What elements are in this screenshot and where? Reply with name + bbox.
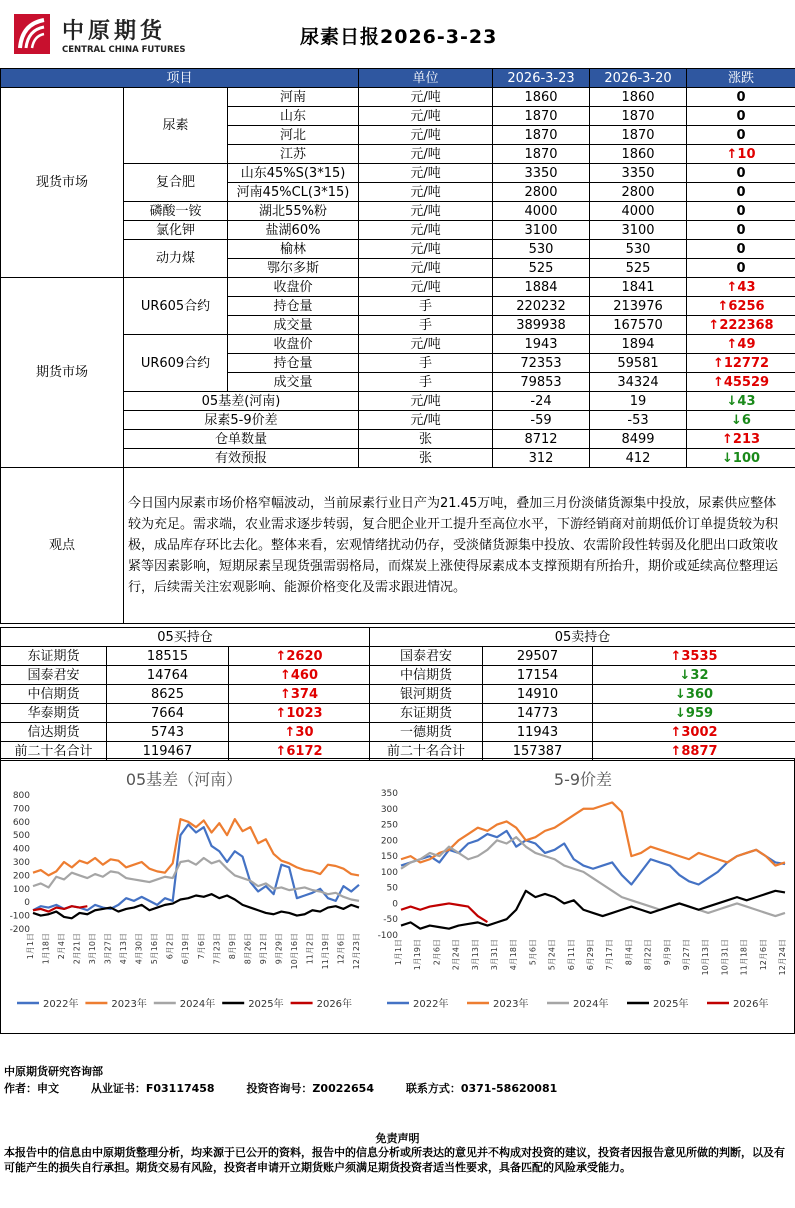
buy-volume: 7664	[107, 704, 229, 723]
sell-title: 05卖持仓	[370, 628, 795, 647]
item-name: 湖北55%粉	[228, 202, 359, 221]
unit: 元/吨	[359, 88, 493, 107]
contract-name: UR609合约	[124, 335, 228, 392]
current-value: 79853	[493, 373, 590, 392]
current-value: 8712	[493, 430, 590, 449]
x-tick-label: 6月2日	[165, 933, 175, 960]
y-tick-label: 250	[380, 820, 398, 831]
y-tick-label: 350	[380, 789, 398, 799]
x-tick-label: 6月19日	[181, 933, 191, 965]
sell-change: ↓32	[593, 666, 795, 685]
header-change: 涨跌	[687, 69, 795, 88]
x-tick-label: 7月6日	[196, 933, 206, 960]
change-value: ↑49	[687, 335, 795, 354]
y-tick-label: 600	[12, 817, 30, 828]
x-tick-label: 2月4日	[57, 933, 67, 960]
item-name: 成交量	[228, 373, 359, 392]
previous-value: 1841	[590, 278, 687, 297]
buy-change: ↑1023	[229, 704, 370, 723]
sell-volume: 29507	[483, 647, 593, 666]
current-value: 312	[493, 449, 590, 468]
positions-table	[0, 627, 795, 761]
change-value: ↓6	[687, 411, 795, 430]
x-tick-label: 2月6日	[432, 939, 442, 966]
x-tick-label: 9月12日	[258, 933, 268, 965]
header-previous-date: 2026-3-20	[590, 69, 687, 88]
x-tick-label: 12月24日	[778, 939, 787, 976]
sell-change: ↓360	[593, 685, 795, 704]
current-value: 72353	[493, 354, 590, 373]
item-name: 收盘价	[228, 335, 359, 354]
change-value: 0	[687, 88, 795, 107]
sell-broker: 一德期货	[370, 723, 483, 742]
consult-number: 投资咨询号：Z0022654	[246, 1082, 374, 1095]
current-value: 4000	[493, 202, 590, 221]
buy-title: 05买持仓	[1, 628, 370, 647]
y-tick-label: 150	[380, 852, 398, 863]
research-dept: 中原期货研究咨询部	[4, 1065, 103, 1078]
buy-volume: 5743	[107, 723, 229, 742]
y-tick-label: 400	[12, 844, 30, 855]
current-value: 1870	[493, 126, 590, 145]
buy-volume: 18515	[107, 647, 229, 666]
series-line	[401, 903, 487, 922]
buy-volume: 119467	[107, 742, 229, 761]
author-info	[4, 1080, 794, 1096]
company-name: 中原期货	[62, 18, 167, 44]
sell-volume: 11943	[483, 723, 593, 742]
y-tick-label: -100	[377, 931, 398, 941]
x-tick-label: 9月29日	[274, 933, 284, 965]
header-item: 项目	[1, 69, 359, 88]
spread-chart	[373, 759, 793, 1033]
y-tick-label: 200	[12, 871, 30, 882]
series-line	[401, 802, 785, 865]
y-tick-label: 50	[386, 883, 398, 894]
x-tick-label: 1月18日	[41, 933, 51, 965]
sell-broker: 前二十名合计	[370, 742, 483, 761]
y-tick-label: 100	[12, 884, 30, 895]
change-value: ↓100	[687, 449, 795, 468]
view-label: 观点	[1, 468, 124, 624]
x-tick-label: 6月11日	[566, 939, 576, 971]
change-value: 0	[687, 183, 795, 202]
change-value: 0	[687, 164, 795, 183]
previous-value: 1870	[590, 107, 687, 126]
y-tick-label: 100	[380, 867, 398, 878]
previous-value: 530	[590, 240, 687, 259]
unit: 手	[359, 354, 493, 373]
buy-broker: 中信期货	[1, 685, 107, 704]
unit: 元/吨	[359, 126, 493, 145]
x-tick-label: 1月1日	[26, 933, 35, 960]
previous-value: 167570	[590, 316, 687, 335]
previous-value: 4000	[590, 202, 687, 221]
x-tick-label: 8月4日	[624, 939, 634, 966]
buy-broker: 华泰期货	[1, 704, 107, 723]
unit: 元/吨	[359, 411, 493, 430]
company-logo-icon	[14, 14, 50, 54]
previous-value: 412	[590, 449, 687, 468]
y-tick-label: 500	[12, 831, 30, 842]
legend-label: 2023年	[493, 999, 529, 1010]
x-tick-label: 10月13日	[701, 939, 711, 976]
sell-broker: 国泰君安	[370, 647, 483, 666]
sell-change: ↓959	[593, 704, 795, 723]
unit: 元/吨	[359, 221, 493, 240]
x-tick-label: 11月2日	[305, 933, 315, 965]
current-value: 525	[493, 259, 590, 278]
change-value: 0	[687, 202, 795, 221]
previous-value: 1860	[590, 145, 687, 164]
legend-label: 2025年	[653, 999, 689, 1010]
legend-label: 2025年	[248, 999, 284, 1010]
x-tick-label: 11月19日	[320, 933, 330, 970]
disclaimer-text: 本报告中的信息由中原期货整理分析，均来源于已公开的资料，报告中的信息分析或所表达的意见并不构成对投资的建议，投资者因报告意见所做的判断，以及有可能产生的损失自行承担。期货交易有风险，投资者申请开立期货账户须满足期货投资者适当性要求，具备匹配的风险承受能力。	[4, 1146, 785, 1174]
unit: 手	[359, 316, 493, 335]
buy-volume: 14764	[107, 666, 229, 685]
legend-label: 2024年	[573, 999, 609, 1010]
buy-change: ↑6172	[229, 742, 370, 761]
current-value: 1860	[493, 88, 590, 107]
report-title: 尿素日报2026-3-23	[300, 26, 498, 48]
legend-label: 2022年	[413, 999, 449, 1010]
item-name: 持仓量	[228, 297, 359, 316]
change-value: ↑6256	[687, 297, 795, 316]
legend-label: 2023年	[111, 999, 147, 1010]
chart-title: 5-9价差	[553, 770, 613, 789]
x-tick-label: 5月24日	[547, 939, 557, 971]
current-value: 1870	[493, 145, 590, 164]
y-tick-label: 0	[24, 898, 30, 909]
view-text: 今日国内尿素市场价格窄幅波动，当前尿素行业日产为21.45万吨，叠加三月份淡储货源集中投放，尿素供应整体较为充足。需求端，农业需求逐步转弱，复合肥企业开工提升至高位水平，下游经销商对前期低价订单提货较为积极，成品库存环比去化。整体来看，宏观情绪扰动仍存，受淡储货源集中投放、农需阶段性转弱及化肥出口政策收紧等因素影响，短期尿素呈现货强需弱格局，而煤炭上涨使得尿素成本支撑预期有所抬升，期价或延续高位整理运行，后续需关注宏观影响、能源价格变化及需求跟进情况。	[124, 468, 795, 624]
section-futures: 期货市场	[1, 278, 124, 468]
previous-value: 525	[590, 259, 687, 278]
buy-broker: 前二十名合计	[1, 742, 107, 761]
unit: 元/吨	[359, 183, 493, 202]
item-name: 仓单数量	[124, 430, 359, 449]
sell-change: ↑3535	[593, 647, 795, 666]
sell-volume: 17154	[483, 666, 593, 685]
change-value: ↑43	[687, 278, 795, 297]
group-name: 磷酸一铵	[124, 202, 228, 221]
item-name: 江苏	[228, 145, 359, 164]
x-tick-label: 3月31日	[490, 939, 499, 971]
change-value: ↓43	[687, 392, 795, 411]
sell-broker: 银河期货	[370, 685, 483, 704]
table-header-row	[1, 69, 795, 88]
group-name: 氯化钾	[124, 221, 228, 240]
previous-value: 19	[590, 392, 687, 411]
change-value: 0	[687, 221, 795, 240]
legend-label: 2022年	[43, 999, 79, 1010]
unit: 元/吨	[359, 202, 493, 221]
sell-broker: 中信期货	[370, 666, 483, 685]
y-tick-label: -50	[383, 915, 398, 926]
unit: 元/吨	[359, 240, 493, 259]
buy-change: ↑2620	[229, 647, 370, 666]
x-tick-label: 5月6日	[528, 939, 538, 966]
y-tick-label: -100	[9, 911, 30, 922]
buy-change: ↑30	[229, 723, 370, 742]
current-value: 3100	[493, 221, 590, 240]
current-value: 530	[493, 240, 590, 259]
basis-chart	[3, 759, 365, 1033]
item-name: 河南45%CL(3*15)	[228, 183, 359, 202]
market-table	[0, 68, 795, 624]
previous-value: 2800	[590, 183, 687, 202]
previous-value: 3100	[590, 221, 687, 240]
group-name: 复合肥	[124, 164, 228, 202]
item-name: 成交量	[228, 316, 359, 335]
y-tick-label: 0	[392, 899, 398, 910]
unit: 元/吨	[359, 259, 493, 278]
legend-label: 2026年	[316, 999, 353, 1010]
sell-broker: 东证期货	[370, 704, 483, 723]
x-tick-label: 4月18日	[509, 939, 519, 971]
x-tick-label: 10月31日	[720, 939, 730, 976]
series-line	[401, 891, 785, 929]
sell-volume: 14773	[483, 704, 593, 723]
previous-value: 1894	[590, 335, 687, 354]
x-tick-label: 11月18日	[739, 939, 749, 976]
item-name: 05基差(河南)	[124, 392, 359, 411]
header-unit: 单位	[359, 69, 493, 88]
unit: 元/吨	[359, 335, 493, 354]
table-row	[1, 88, 795, 107]
legend-label: 2024年	[179, 999, 216, 1010]
x-tick-label: 2月21日	[72, 933, 82, 965]
x-tick-label: 12月23日	[352, 933, 361, 970]
unit: 元/吨	[359, 164, 493, 183]
change-value: ↑213	[687, 430, 795, 449]
previous-value: 34324	[590, 373, 687, 392]
previous-value: 213976	[590, 297, 687, 316]
legend-label: 2026年	[733, 999, 769, 1010]
x-tick-label: 12月6日	[336, 933, 346, 965]
unit: 手	[359, 373, 493, 392]
series-line	[33, 819, 359, 875]
item-name: 山东45%S(3*15)	[228, 164, 359, 183]
x-tick-label: 8月9日	[227, 933, 237, 960]
y-tick-label: 200	[380, 836, 398, 847]
contract-name: UR605合约	[124, 278, 228, 335]
unit: 元/吨	[359, 392, 493, 411]
change-value: 0	[687, 107, 795, 126]
x-tick-label: 5月16日	[150, 933, 160, 965]
y-tick-label: 300	[380, 804, 398, 815]
view-row	[1, 468, 795, 624]
header-current-date: 2026-3-23	[493, 69, 590, 88]
buy-change: ↑460	[229, 666, 370, 685]
buy-broker: 东证期货	[1, 647, 107, 666]
x-tick-label: 3月10日	[88, 933, 98, 965]
author: 作者：申文	[4, 1082, 59, 1095]
table-row	[1, 685, 795, 704]
item-name: 鄂尔多斯	[228, 259, 359, 278]
x-tick-label: 7月23日	[212, 933, 222, 965]
y-tick-label: 300	[12, 858, 30, 868]
change-value: 0	[687, 259, 795, 278]
x-tick-label: 8月26日	[243, 933, 253, 965]
buy-volume: 8625	[107, 685, 229, 704]
item-name: 尿素5-9价差	[124, 411, 359, 430]
item-name: 有效预报	[124, 449, 359, 468]
item-name: 河北	[228, 126, 359, 145]
table-row	[1, 704, 795, 723]
table-row	[1, 278, 795, 297]
x-tick-label: 1月19日	[413, 939, 423, 971]
y-tick-label: 700	[12, 804, 30, 815]
current-value: 389938	[493, 316, 590, 335]
buy-broker: 信达期货	[1, 723, 107, 742]
previous-value: 59581	[590, 354, 687, 373]
section-spot: 现货市场	[1, 88, 124, 278]
item-name: 收盘价	[228, 278, 359, 297]
previous-value: 1860	[590, 88, 687, 107]
unit: 张	[359, 430, 493, 449]
chart-title: 05基差（河南）	[125, 770, 243, 789]
current-value: -59	[493, 411, 590, 430]
certificate: 从业证书：F03117458	[90, 1082, 215, 1095]
x-tick-label: 6月29日	[586, 939, 595, 971]
unit: 元/吨	[359, 107, 493, 126]
x-tick-label: 3月13日	[470, 939, 480, 971]
previous-value: 8499	[590, 430, 687, 449]
x-tick-label: 10月16日	[289, 933, 299, 970]
change-value: ↑45529	[687, 373, 795, 392]
y-tick-label: -200	[9, 925, 30, 935]
unit: 张	[359, 449, 493, 468]
item-name: 榆林	[228, 240, 359, 259]
company-name-en: CENTRAL CHINA FUTURES	[62, 45, 186, 55]
current-value: 1884	[493, 278, 590, 297]
item-name: 山东	[228, 107, 359, 126]
x-tick-label: 4月13日	[119, 933, 129, 965]
x-tick-label: 3月27日	[103, 933, 113, 965]
buy-broker: 国泰君安	[1, 666, 107, 685]
x-tick-label: 7月17日	[605, 939, 615, 971]
change-value: ↑12772	[687, 354, 795, 373]
table-row	[1, 723, 795, 742]
current-value: -24	[493, 392, 590, 411]
report-header	[0, 0, 795, 68]
change-value: ↑222368	[687, 316, 795, 335]
unit: 手	[359, 297, 493, 316]
change-value: ↑10	[687, 145, 795, 164]
unit: 元/吨	[359, 278, 493, 297]
disclaimer-title: 免责声明	[375, 1132, 420, 1145]
unit: 元/吨	[359, 145, 493, 164]
buy-change: ↑374	[229, 685, 370, 704]
previous-value: 3350	[590, 164, 687, 183]
change-value: 0	[687, 126, 795, 145]
current-value: 1870	[493, 107, 590, 126]
x-tick-label: 4月30日	[134, 933, 144, 965]
x-tick-label: 12月6日	[758, 939, 768, 971]
change-value: 0	[687, 240, 795, 259]
sell-volume: 14910	[483, 685, 593, 704]
x-tick-label: 9月9日	[662, 939, 672, 966]
charts-area	[0, 758, 795, 1034]
table-row	[1, 647, 795, 666]
item-name: 盐湖60%	[228, 221, 359, 240]
table-row	[1, 666, 795, 685]
current-value: 3350	[493, 164, 590, 183]
current-value: 220232	[493, 297, 590, 316]
current-value: 2800	[493, 183, 590, 202]
current-value: 1943	[493, 335, 590, 354]
sell-volume: 157387	[483, 742, 593, 761]
previous-value: -53	[590, 411, 687, 430]
positions-header-row	[1, 628, 795, 647]
item-name: 河南	[228, 88, 359, 107]
group-name: 尿素	[124, 88, 228, 164]
y-tick-label: 800	[12, 791, 30, 801]
contact: 联系方式：0371-58620081	[405, 1082, 558, 1095]
x-tick-label: 2月24日	[451, 939, 461, 971]
series-line	[401, 831, 785, 885]
previous-value: 1870	[590, 126, 687, 145]
sell-change: ↑8877	[593, 742, 795, 761]
series-line	[33, 824, 359, 910]
sell-change: ↑3002	[593, 723, 795, 742]
group-name: 动力煤	[124, 240, 228, 278]
x-tick-label: 9月27日	[682, 939, 691, 971]
x-tick-label: 1月1日	[394, 939, 403, 966]
item-name: 持仓量	[228, 354, 359, 373]
x-tick-label: 8月22日	[643, 939, 653, 971]
